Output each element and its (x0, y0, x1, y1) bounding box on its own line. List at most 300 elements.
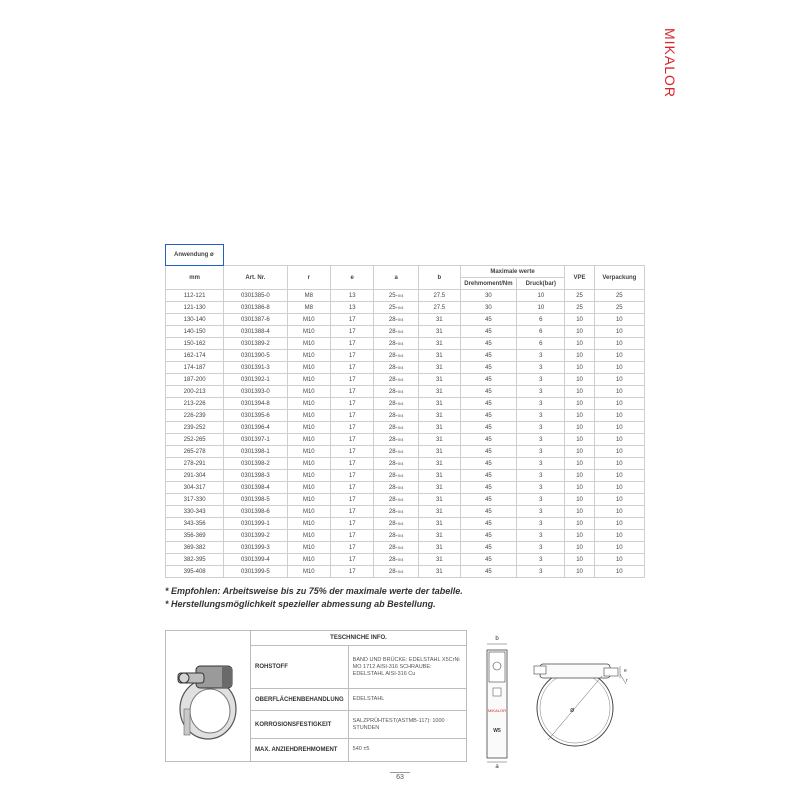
table-row (166, 518, 645, 530)
note-2: * Herstellungsmöglichkeit spezieller abmessung ab Bestellung. (165, 598, 436, 609)
table-cell: 0301399-2 (224, 530, 287, 542)
table-cell: $28^{+0/4}$ (374, 398, 419, 410)
table-cell: 0301396-4 (224, 422, 287, 434)
table-cell: $28^{+0/4}$ (374, 386, 419, 398)
table-cell: 187-200 (166, 374, 224, 386)
table-cell: 10 (565, 434, 594, 446)
table-cell: 31 (418, 374, 460, 386)
table-cell: M10 (287, 410, 331, 422)
table-cell: 3 (517, 566, 565, 578)
label-w5: W5 (493, 728, 501, 734)
table-row (166, 482, 645, 494)
table-cell: M10 (287, 566, 331, 578)
table-cell: 0301388-4 (224, 326, 287, 338)
table-cell: M10 (287, 446, 331, 458)
table-cell: 10 (565, 326, 594, 338)
table-cell: 17 (331, 518, 374, 530)
table-cell: $28^{+0/4}$ (374, 554, 419, 566)
table-cell: 10 (594, 554, 644, 566)
table-cell: $28^{+0/4}$ (374, 494, 419, 506)
table-cell: $25^{+0/4}$ (374, 302, 419, 314)
table-row (166, 290, 645, 302)
table-cell: 10 (594, 506, 644, 518)
notes (165, 585, 463, 610)
table-cell: 6 (517, 326, 565, 338)
table-cell: 0301399-5 (224, 566, 287, 578)
table-cell: $28^{+0/4}$ (374, 470, 419, 482)
col-mm: mm (166, 266, 224, 290)
table-cell: 31 (418, 506, 460, 518)
table-cell: $28^{+0/4}$ (374, 518, 419, 530)
table-cell: 17 (331, 530, 374, 542)
table-cell: M10 (287, 374, 331, 386)
table-row (166, 470, 645, 482)
table-cell: 45 (460, 386, 517, 398)
table-row (166, 302, 645, 314)
col-vpe: VPE (565, 266, 594, 290)
table-cell: M10 (287, 506, 331, 518)
table-row (166, 374, 645, 386)
table-cell: 10 (594, 326, 644, 338)
table-cell: 10 (594, 434, 644, 446)
col-verpackung: Verpackung (594, 266, 644, 290)
table-cell: 45 (460, 542, 517, 554)
table-cell: 45 (460, 422, 517, 434)
table-cell: 17 (331, 338, 374, 350)
table-row (166, 566, 645, 578)
table-cell: M10 (287, 386, 331, 398)
table-cell: 0301398-6 (224, 506, 287, 518)
table-cell: $28^{+0/4}$ (374, 506, 419, 518)
table-cell: 10 (594, 470, 644, 482)
table-cell: 31 (418, 386, 460, 398)
table-cell: 10 (594, 422, 644, 434)
table-cell: 45 (460, 374, 517, 386)
table-row (166, 362, 645, 374)
brand-name: MIKALOR (662, 27, 678, 99)
table-row (166, 530, 645, 542)
table-cell: 45 (460, 482, 517, 494)
table-cell: 10 (594, 494, 644, 506)
table-cell: 17 (331, 314, 374, 326)
table-row (166, 386, 645, 398)
table-cell: 10 (565, 398, 594, 410)
table-row (166, 554, 645, 566)
table-cell: 45 (460, 506, 517, 518)
table-cell: 31 (418, 530, 460, 542)
table-cell: 0301389-2 (224, 338, 287, 350)
table-cell: 25 (594, 302, 644, 314)
table-cell: 17 (331, 350, 374, 362)
table-cell: 31 (418, 554, 460, 566)
table-cell: $28^{+0/4}$ (374, 362, 419, 374)
table-cell: 10 (565, 338, 594, 350)
brand-logo (657, 18, 683, 108)
table-cell: 0301397-1 (224, 434, 287, 446)
table-cell: 31 (418, 326, 460, 338)
table-row (166, 410, 645, 422)
table-cell: 31 (418, 482, 460, 494)
table-cell: 10 (594, 350, 644, 362)
table-cell: 17 (331, 386, 374, 398)
table-cell: 10 (565, 518, 594, 530)
table-cell: 265-278 (166, 446, 224, 458)
table-cell: 31 (418, 338, 460, 350)
table-cell: 10 (565, 506, 594, 518)
technical-info-box (165, 630, 467, 762)
table-cell: 10 (565, 446, 594, 458)
table-cell: 10 (594, 530, 644, 542)
table-cell: 17 (331, 374, 374, 386)
page-number: 63 (390, 772, 410, 781)
table-cell: M8 (287, 290, 331, 302)
label-b: b (495, 636, 499, 642)
table-cell: $28^{+0/4}$ (374, 374, 419, 386)
product-table (165, 244, 645, 578)
table-cell: 121-130 (166, 302, 224, 314)
table-cell: 10 (594, 374, 644, 386)
table-cell: 343-356 (166, 518, 224, 530)
table-cell: 10 (565, 494, 594, 506)
label-r: r (626, 678, 628, 684)
col-maximale-werte: Maximale werte (460, 266, 565, 278)
table-cell: $28^{+0/4}$ (374, 446, 419, 458)
table-cell: 45 (460, 566, 517, 578)
table-cell: 31 (418, 362, 460, 374)
table-cell: 31 (418, 470, 460, 482)
table-cell: 10 (565, 386, 594, 398)
table-cell: $28^{+0/4}$ (374, 422, 419, 434)
table-cell: 10 (565, 374, 594, 386)
table-cell: 3 (517, 374, 565, 386)
table-cell: 3 (517, 518, 565, 530)
table-cell: 278-291 (166, 458, 224, 470)
table-cell: 0301398-1 (224, 446, 287, 458)
table-cell: 10 (565, 422, 594, 434)
table-cell: 31 (418, 434, 460, 446)
table-cell: 3 (517, 506, 565, 518)
table-cell: 140-150 (166, 326, 224, 338)
table-cell: 304-317 (166, 482, 224, 494)
table-cell: 10 (565, 314, 594, 326)
label-e: e (624, 668, 627, 674)
table-cell: 25 (594, 290, 644, 302)
table-cell: 17 (331, 362, 374, 374)
table-cell: 10 (594, 386, 644, 398)
table-cell: 45 (460, 446, 517, 458)
table-cell: $28^{+0/4}$ (374, 482, 419, 494)
label-mikalor: MIKALOR (487, 708, 507, 713)
table-cell: 10 (594, 482, 644, 494)
table-cell: 31 (418, 410, 460, 422)
table-cell: 45 (460, 326, 517, 338)
table-cell: 130-140 (166, 314, 224, 326)
info-value-oberflaeche: EDELSTAHL (348, 689, 466, 711)
table-row (166, 338, 645, 350)
table-cell: 0301386-8 (224, 302, 287, 314)
table-cell: M10 (287, 458, 331, 470)
table-cell: 369-382 (166, 542, 224, 554)
info-key-oberflaeche: OBERFLÄCHENBEHANDLUNG (251, 689, 348, 711)
table-cell: 10 (565, 482, 594, 494)
col-a: a (374, 266, 419, 290)
table-cell: 0301398-4 (224, 482, 287, 494)
technical-drawing (470, 630, 640, 770)
table-cell: 317-330 (166, 494, 224, 506)
table-cell: 17 (331, 494, 374, 506)
table-cell: $28^{+0/4}$ (374, 410, 419, 422)
table-row (166, 434, 645, 446)
table-cell: 162-174 (166, 350, 224, 362)
table-row (166, 458, 645, 470)
table-cell: 10 (594, 542, 644, 554)
table-cell: 31 (418, 422, 460, 434)
table-cell: 17 (331, 422, 374, 434)
table-row (166, 314, 645, 326)
label-diameter: ø (570, 707, 575, 714)
table-cell: 0301399-3 (224, 542, 287, 554)
table-cell: M10 (287, 398, 331, 410)
table-cell: 45 (460, 518, 517, 530)
info-key-anzieh: MAX. ANZIEHDREHMOMENT (251, 739, 348, 761)
table-cell: $28^{+0/4}$ (374, 530, 419, 542)
table-cell: 31 (418, 314, 460, 326)
info-value-rohstoff: BAND UND BRÜCKE: EDELSTAHL X5CrNi MO 1712 AISI-316 SCHRAUBE: EDELSTAHL AISI-316 Cu (348, 646, 466, 689)
table-row (166, 398, 645, 410)
table-cell: M10 (287, 482, 331, 494)
table-cell: 31 (418, 458, 460, 470)
table-cell: 3 (517, 398, 565, 410)
table-cell: 3 (517, 410, 565, 422)
table-cell: M10 (287, 554, 331, 566)
table-cell: 3 (517, 434, 565, 446)
table-cell: 226-239 (166, 410, 224, 422)
info-value-korrosion: SALZPRÜHTEST(ASTMB-117): 1000 STUNDEN (348, 711, 466, 739)
table-cell: 291-304 (166, 470, 224, 482)
table-cell: 3 (517, 530, 565, 542)
technical-info-table (251, 631, 466, 761)
table-cell: 3 (517, 350, 565, 362)
table-row (166, 326, 645, 338)
table-cell: 17 (331, 506, 374, 518)
table-cell: 112-121 (166, 290, 224, 302)
table-cell: 25 (565, 302, 594, 314)
table-cell: 395-408 (166, 566, 224, 578)
table-cell: 3 (517, 482, 565, 494)
table-cell: 30 (460, 290, 517, 302)
table-row (166, 446, 645, 458)
table-cell: 45 (460, 494, 517, 506)
table-cell: 45 (460, 410, 517, 422)
table-cell: 10 (565, 470, 594, 482)
table-cell: M10 (287, 314, 331, 326)
table-cell: 45 (460, 530, 517, 542)
clamp-image (166, 631, 251, 761)
table-cell: 31 (418, 398, 460, 410)
table-cell: 0301393-0 (224, 386, 287, 398)
table-cell: 0301399-1 (224, 518, 287, 530)
table-cell: 10 (517, 290, 565, 302)
table-cell: 31 (418, 542, 460, 554)
table-cell: $28^{+0/4}$ (374, 338, 419, 350)
table-cell: 45 (460, 338, 517, 350)
table-cell: 0301394-8 (224, 398, 287, 410)
table-cell: 30 (460, 302, 517, 314)
table-cell: 3 (517, 458, 565, 470)
table-cell: 10 (594, 566, 644, 578)
table-cell: 17 (331, 542, 374, 554)
table-cell: M10 (287, 350, 331, 362)
table-cell: 13 (331, 290, 374, 302)
table-cell: 356-369 (166, 530, 224, 542)
table-cell: 150-162 (166, 338, 224, 350)
table-cell: 10 (565, 566, 594, 578)
table-cell: 17 (331, 434, 374, 446)
table-cell: $28^{+0/4}$ (374, 542, 419, 554)
table-cell: $28^{+0/4}$ (374, 566, 419, 578)
table-cell: 45 (460, 554, 517, 566)
table-cell: 10 (594, 314, 644, 326)
table-cell: M10 (287, 518, 331, 530)
table-cell: 10 (565, 542, 594, 554)
table-cell: 10 (594, 446, 644, 458)
table-cell: $25^{+0/4}$ (374, 290, 419, 302)
table-cell: M10 (287, 326, 331, 338)
table-cell: 27.5 (418, 302, 460, 314)
table-cell: 3 (517, 494, 565, 506)
table-cell: 17 (331, 446, 374, 458)
table-cell: $28^{+0/4}$ (374, 434, 419, 446)
table-cell: 239-252 (166, 422, 224, 434)
table-cell: 252-265 (166, 434, 224, 446)
table-cell: 17 (331, 410, 374, 422)
table-cell: 45 (460, 350, 517, 362)
info-key-korrosion: KORROSIONSFESTIGKEIT (251, 711, 348, 739)
table-cell: 17 (331, 458, 374, 470)
col-r: r (287, 266, 331, 290)
table-cell: M10 (287, 494, 331, 506)
table-cell: M10 (287, 530, 331, 542)
table-cell: 27.5 (418, 290, 460, 302)
col-e: e (331, 266, 374, 290)
table-cell: 3 (517, 554, 565, 566)
table-row (166, 506, 645, 518)
table-cell: 17 (331, 482, 374, 494)
table-cell: M10 (287, 470, 331, 482)
table-cell: 10 (594, 458, 644, 470)
table-cell: 0301398-3 (224, 470, 287, 482)
table-cell: $28^{+0/4}$ (374, 458, 419, 470)
table-cell: 45 (460, 362, 517, 374)
table-cell: 330-343 (166, 506, 224, 518)
info-key-rohstoff: ROHSTOFF (251, 646, 348, 689)
table-cell: 17 (331, 326, 374, 338)
table-cell: 45 (460, 314, 517, 326)
table-cell: 45 (460, 458, 517, 470)
table-cell: 17 (331, 398, 374, 410)
table-cell: 174-187 (166, 362, 224, 374)
table-cell: 31 (418, 446, 460, 458)
table-cell: 10 (594, 338, 644, 350)
table-cell: 45 (460, 398, 517, 410)
table-cell: 17 (331, 554, 374, 566)
table-cell: M10 (287, 542, 331, 554)
table-cell: 10 (565, 362, 594, 374)
table-cell: 6 (517, 338, 565, 350)
table-cell: M10 (287, 362, 331, 374)
table-cell: 31 (418, 494, 460, 506)
table-row (166, 494, 645, 506)
table-cell: 31 (418, 350, 460, 362)
table-cell: 10 (565, 350, 594, 362)
table-cell: 0301391-3 (224, 362, 287, 374)
label-a: a (495, 764, 499, 770)
table-cell: 31 (418, 566, 460, 578)
table-cell: 0301399-4 (224, 554, 287, 566)
table-cell: 200-213 (166, 386, 224, 398)
table-row (166, 350, 645, 362)
table-cell: 10 (594, 518, 644, 530)
table-cell: 10 (565, 458, 594, 470)
table-cell: 0301390-5 (224, 350, 287, 362)
table-cell: M8 (287, 302, 331, 314)
table-cell: 10 (565, 530, 594, 542)
table-cell: 382-395 (166, 554, 224, 566)
table-cell: 0301392-1 (224, 374, 287, 386)
table-cell: 45 (460, 434, 517, 446)
table-cell: $28^{+0/4}$ (374, 350, 419, 362)
table-cell: 13 (331, 302, 374, 314)
table-cell: M10 (287, 422, 331, 434)
table-cell: 10 (594, 362, 644, 374)
table-row (166, 542, 645, 554)
table-cell: 17 (331, 470, 374, 482)
table-cell: 3 (517, 386, 565, 398)
table-cell: 3 (517, 542, 565, 554)
table-cell: 3 (517, 470, 565, 482)
col-b: b (418, 266, 460, 290)
table-cell: 10 (594, 398, 644, 410)
table-cell: M10 (287, 338, 331, 350)
table-cell: 0301387-6 (224, 314, 287, 326)
info-title: TESCHNICHE INFO. (251, 631, 466, 646)
table-cell: 25 (565, 290, 594, 302)
table-cell: $28^{+0/4}$ (374, 314, 419, 326)
table-cell: 0301395-6 (224, 410, 287, 422)
table-cell: 6 (517, 314, 565, 326)
table-cell: 213-226 (166, 398, 224, 410)
table-row (166, 422, 645, 434)
table-cell: 45 (460, 470, 517, 482)
table-cell: 3 (517, 422, 565, 434)
table-cell: M10 (287, 434, 331, 446)
note-1: * Empfohlen: Arbeitsweise bis zu 75% der maximale werte der tabelle. (165, 586, 463, 596)
table-cell: 10 (594, 410, 644, 422)
table-cell: 17 (331, 566, 374, 578)
table-cell: $28^{+0/4}$ (374, 326, 419, 338)
table-cell: 10 (565, 554, 594, 566)
col-drehmoment: Drehmoment/Nm (460, 278, 517, 290)
table-cell: 3 (517, 362, 565, 374)
table-cell: 3 (517, 446, 565, 458)
table-cell: 0301385-0 (224, 290, 287, 302)
table-cell: 10 (517, 302, 565, 314)
col-art-nr: Art. Nr. (224, 266, 287, 290)
table-cell: 31 (418, 518, 460, 530)
table-cell: 10 (565, 410, 594, 422)
table-cell: 0301398-5 (224, 494, 287, 506)
info-value-anzieh: 540 ±5 (352, 746, 370, 753)
